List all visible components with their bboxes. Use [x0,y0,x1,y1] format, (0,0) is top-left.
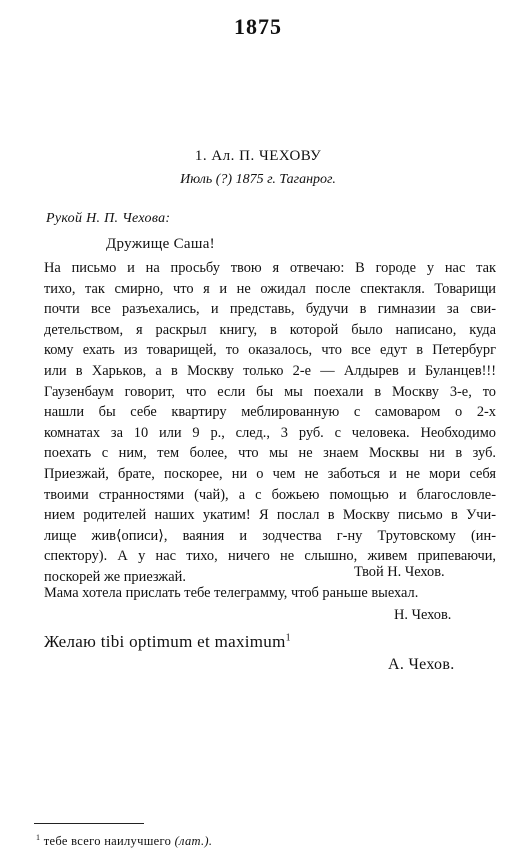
body-line: Гаузенбаум говорит, что если бы мы поехали в Москву 3-е, то [44,383,496,400]
body-line: лище жив⟨описи⟩, ваяния и зодчества г-ну Трутовскому (ин- [44,527,496,544]
signature-n-chekhov: Твой Н. Чехов. [354,564,445,580]
body-line: тихо, так смирно, что я и не ожидал после спектакля. Товарищи [44,280,496,297]
body-line: твоими странностями (чай), а с божьею помощью и благословле- [44,486,496,503]
letter-heading: 1. Ал. П. ЧЕХОВУ [194,148,322,164]
postscript-line: Мама хотела прислать тебе телеграмму, чтоб раньше выехал. [44,585,419,601]
letter-dateline: Июль (?) 1875 г. Таганрог. [180,172,336,187]
footnote-reference: 1 [285,632,291,644]
handwriting-note: Рукой Н. П. Чехова: [46,211,171,226]
body-line: или в Харьков, а в Москву только 2-е — Алдырев и Буланцев!!! [44,362,496,379]
body-line: детельством, я раскрыл книгу, в которой было написано, куда [44,321,496,338]
body-line: На письмо и на просьбу твою я отвечаю: В городе у нас так [44,260,496,276]
body-line: Приезжай, брате, поскорее, ни о чем не заботься и не мори себя [44,465,496,482]
footnote-mark: 1 [36,833,41,842]
footnote-language: (лат.). [174,834,213,849]
body-line: нием родителей наших укатим! Я послал в Москву письмо в Учи- [44,507,496,524]
letter-body [44,258,496,588]
body-line: спектору). А у нас тихо, ничего не слышно, живем припеваючи, [44,548,496,565]
body-line: почти все разъехались, и представь, будучи в гимназии за сви- [44,301,496,318]
signature-a-chekhov: А. Чехов. [388,656,455,673]
signature-n-chekhov-2: Н. Чехов. [394,607,452,623]
body-line: поехать с ним, тем более, что мы не знаем Москвы ни в зуб. [44,445,496,462]
footnote-divider [34,823,144,824]
wish-line [44,632,291,652]
salutation: Дружище Саша! [106,236,215,252]
footnote-text: тебе всего наилучшего [43,834,172,849]
body-line: комнатах за 10 или 9 р., след., 3 руб. с человека. Необходимо [44,424,496,441]
footnote [36,833,212,849]
wish-text: Желаю tibi optimum et maximum [44,632,286,651]
body-line: поскорей же приезжай. [44,568,186,585]
body-line: нашли бы себе квартиру меблированную с самоваром о 2-х [44,404,496,421]
page-year-header: 1875 [234,14,282,39]
body-line: кому ехать из товарищей, то оказалось, что все едут в Петербург [44,342,496,359]
